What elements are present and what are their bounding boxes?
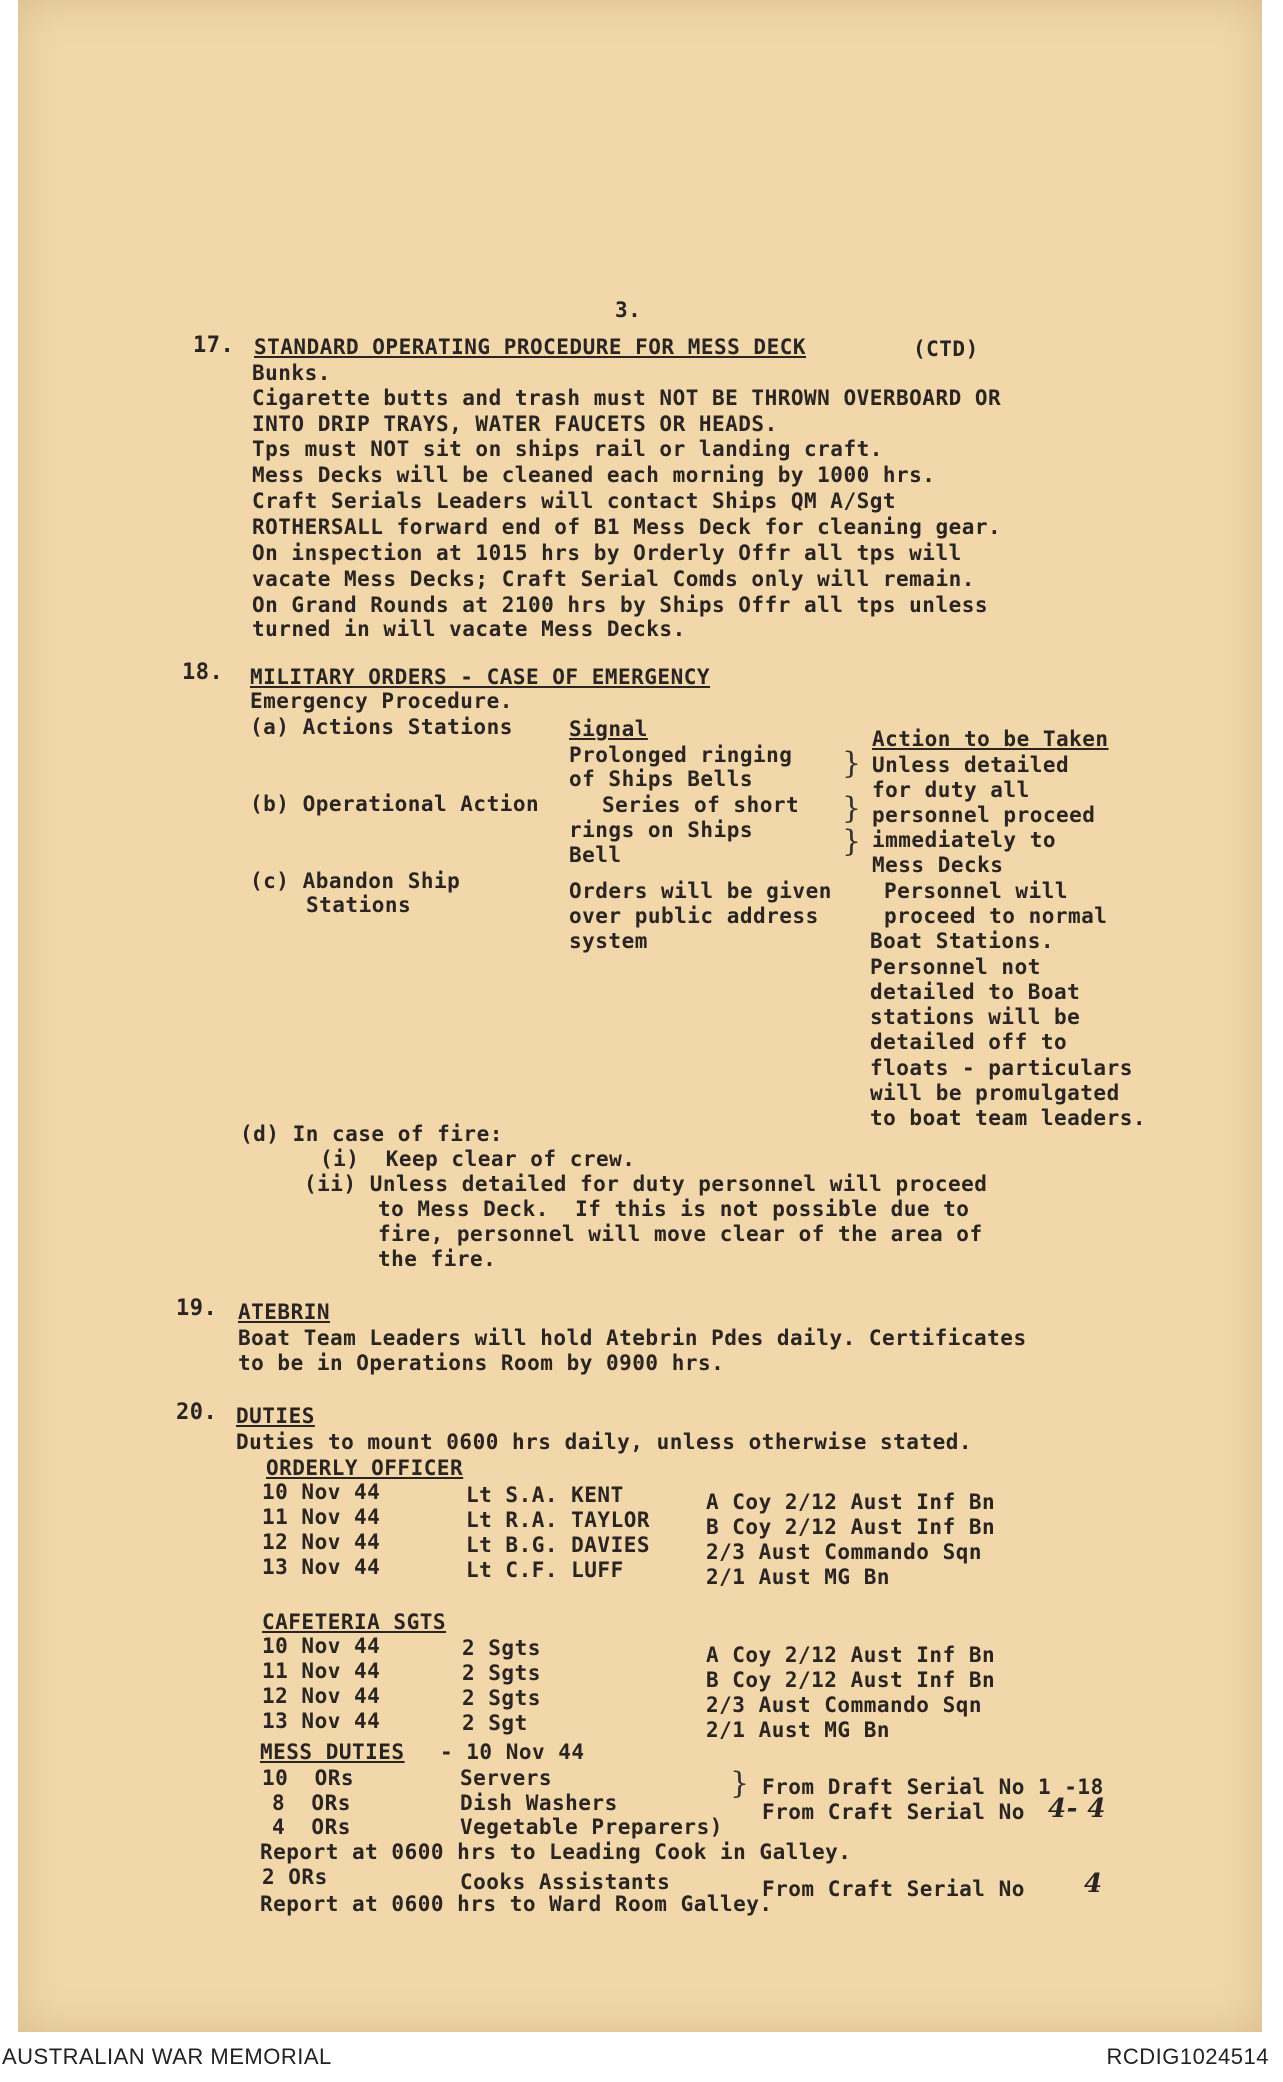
item-b-signal: Bell [569, 843, 622, 867]
orderly-unit: 2/3 Aust Commando Sqn [706, 1540, 983, 1564]
section-17-line: Mess Decks will be cleaned each morning by 1000 hrs. [252, 463, 936, 487]
orderly-officer: Lt B.G. DAVIES [466, 1533, 651, 1557]
item-b-signal: rings on Ships [569, 818, 754, 842]
footer-record-id: RCDIG1024514 [1106, 2044, 1269, 2069]
orderly-unit: A Coy 2/12 Aust Inf Bn [706, 1490, 996, 1514]
item-c-action: proceed to normal [884, 904, 1108, 928]
mess-duties-date: - 10 Nov 44 [440, 1740, 585, 1764]
item-c-label: (c) Abandon Ship [250, 869, 461, 893]
item-c-label: Stations [306, 893, 412, 917]
item-b-signal: Series of short [602, 793, 800, 817]
cafeteria-count: 2 Sgts [462, 1686, 541, 1710]
mess-duties-header: MESS DUTIES [260, 1740, 405, 1764]
mess-duty: Servers [460, 1766, 553, 1790]
cafeteria-count: 2 Sgt [462, 1711, 528, 1735]
mess-count: 4 ORs [272, 1815, 351, 1839]
cafeteria-unit: 2/3 Aust Commando Sqn [706, 1693, 983, 1717]
cafeteria-unit: 2/1 Aust MG Bn [706, 1718, 891, 1742]
item-a-signal: Prolonged ringing [569, 743, 793, 767]
orderly-date: 11 Nov 44 [262, 1505, 381, 1529]
item-ab-action: for duty all [872, 778, 1030, 802]
cafeteria-date: 10 Nov 44 [262, 1634, 381, 1658]
section-20-title: DUTIES [236, 1404, 315, 1428]
section-17-line: Bunks. [252, 361, 331, 385]
action-header: Action to be Taken [872, 727, 1109, 751]
cooks-from-craft-handwritten: 4 [1084, 1869, 1103, 1899]
item-d-label: (d) In case of fire: [240, 1122, 503, 1146]
orderly-date: 13 Nov 44 [262, 1555, 381, 1579]
mess-duty: Dish Washers [460, 1791, 618, 1815]
item-c-signal: Orders will be given [569, 879, 832, 903]
orderly-unit: 2/1 Aust MG Bn [706, 1565, 891, 1589]
mess-from-craft-handwritten: 4- 4 [1048, 1794, 1107, 1824]
orderly-date: 10 Nov 44 [262, 1480, 381, 1504]
item-c-action: to boat team leaders. [870, 1106, 1147, 1130]
section-17-line: On inspection at 1015 hrs by Orderly Offr all tps will [252, 541, 962, 565]
item-c-signal: system [569, 929, 648, 953]
section-19-line: Boat Team Leaders will hold Atebrin Pdes daily. Certificates [238, 1326, 1027, 1350]
item-c-signal: over public address [569, 904, 819, 928]
orderly-officer-header: ORDERLY OFFICER [266, 1456, 464, 1480]
section-17-line: Tps must NOT sit on ships rail or landing craft. [252, 437, 883, 461]
cooks-count: 2 ORs [262, 1865, 328, 1889]
section-19-number: 19. [176, 1296, 218, 1321]
mess-count: 8 ORs [272, 1791, 351, 1815]
orderly-officer: Lt C.F. LUFF [466, 1558, 624, 1582]
brace-glyph: } [842, 746, 862, 781]
item-b-label: (b) Operational Action [250, 792, 540, 816]
item-a-signal: of Ships Bells [569, 767, 754, 791]
orderly-officer: Lt S.A. KENT [466, 1483, 624, 1507]
orderly-unit: B Coy 2/12 Aust Inf Bn [706, 1515, 996, 1539]
item-c-action: will be promulgated [870, 1081, 1120, 1105]
cafeteria-date: 11 Nov 44 [262, 1659, 381, 1683]
cafeteria-count: 2 Sgts [462, 1661, 541, 1685]
mess-from-draft: From Draft Serial No 1 -18 [762, 1775, 1104, 1799]
mess-duty: Vegetable Preparers) [460, 1815, 723, 1839]
item-c-action: detailed to Boat [870, 980, 1081, 1004]
item-a-label: (a) Actions Stations [250, 715, 513, 739]
item-d-ii: to Mess Deck. If this is not possible due to [378, 1197, 970, 1221]
section-19-line: to be in Operations Room by 0900 hrs. [238, 1351, 725, 1375]
cafeteria-sgts-header: CAFETERIA SGTS [262, 1610, 447, 1634]
item-ab-action: immediately to [872, 828, 1057, 852]
report-line-2: Report at 0600 hrs to Ward Room Galley. [260, 1892, 773, 1916]
mess-count: 10 ORs [262, 1766, 355, 1790]
cafeteria-count: 2 Sgts [462, 1636, 541, 1660]
section-17-line: ROTHERSALL forward end of B1 Mess Deck for cleaning gear. [252, 515, 1002, 539]
item-c-action: floats - particulars [870, 1056, 1133, 1080]
item-c-action: Personnel not [870, 955, 1041, 979]
section-17-line: INTO DRIP TRAYS, WATER FAUCETS OR HEADS. [252, 412, 778, 436]
cafeteria-unit: A Coy 2/12 Aust Inf Bn [706, 1643, 996, 1667]
section-20-number: 20. [176, 1400, 218, 1425]
section-17-line: Cigarette butts and trash must NOT BE THROWN OVERBOARD OR [252, 386, 1002, 410]
report-line-1: Report at 0600 hrs to Leading Cook in Galley. [260, 1840, 852, 1864]
section-18-subtitle: Emergency Procedure. [250, 689, 513, 713]
item-d-i: (i) Keep clear of crew. [320, 1147, 636, 1171]
section-19-title: ATEBRIN [238, 1300, 331, 1324]
item-d-ii: fire, personnel will move clear of the area of [378, 1222, 983, 1246]
item-ab-action: Unless detailed [872, 753, 1070, 777]
item-c-action: stations will be [870, 1005, 1081, 1029]
item-c-action: Personnel will [884, 879, 1069, 903]
cafeteria-date: 12 Nov 44 [262, 1684, 381, 1708]
section-17-line: turned in will vacate Mess Decks. [252, 617, 686, 641]
section-18-number: 18. [182, 660, 224, 685]
cooks-duty: Cooks Assistants [460, 1870, 671, 1894]
item-c-action: Boat Stations. [870, 929, 1055, 953]
section-17-line: Craft Serials Leaders will contact Ships QM A/Sgt [252, 489, 897, 513]
orderly-officer: Lt R.A. TAYLOR [466, 1508, 651, 1532]
footer-archive-name: AUSTRALIAN WAR MEMORIAL [2, 2044, 332, 2069]
cafeteria-unit: B Coy 2/12 Aust Inf Bn [706, 1668, 996, 1692]
page-number: 3. [615, 298, 642, 322]
brace-glyph: } [842, 791, 862, 826]
item-d-ii: the fire. [378, 1247, 497, 1271]
brace-glyph: } [842, 824, 862, 859]
section-17-number: 17. [193, 333, 235, 358]
item-d-ii: (ii) Unless detailed for duty personnel will proceed [304, 1172, 988, 1196]
section-18-title: MILITARY ORDERS - CASE OF EMERGENCY [250, 665, 711, 689]
section-17-title: STANDARD OPERATING PROCEDURE FOR MESS DECK [254, 335, 807, 359]
signal-header: Signal [569, 717, 648, 741]
cafeteria-date: 13 Nov 44 [262, 1709, 381, 1733]
section-17-line: On Grand Rounds at 2100 hrs by Ships Offr all tps unless [252, 593, 989, 617]
section-17-suffix: (CTD) [913, 337, 979, 361]
item-c-action: detailed off to [870, 1030, 1068, 1054]
orderly-date: 12 Nov 44 [262, 1530, 381, 1554]
cooks-from-craft: From Craft Serial No [762, 1877, 1025, 1901]
section-17-line: vacate Mess Decks; Craft Serial Comds only will remain. [252, 567, 975, 591]
section-20-intro: Duties to mount 0600 hrs daily, unless otherwise stated. [236, 1430, 973, 1454]
item-ab-action: personnel proceed [872, 803, 1096, 827]
mess-from-craft: From Craft Serial No [762, 1800, 1025, 1824]
brace-glyph: } [730, 1766, 750, 1801]
item-ab-action: Mess Decks [872, 853, 1004, 877]
